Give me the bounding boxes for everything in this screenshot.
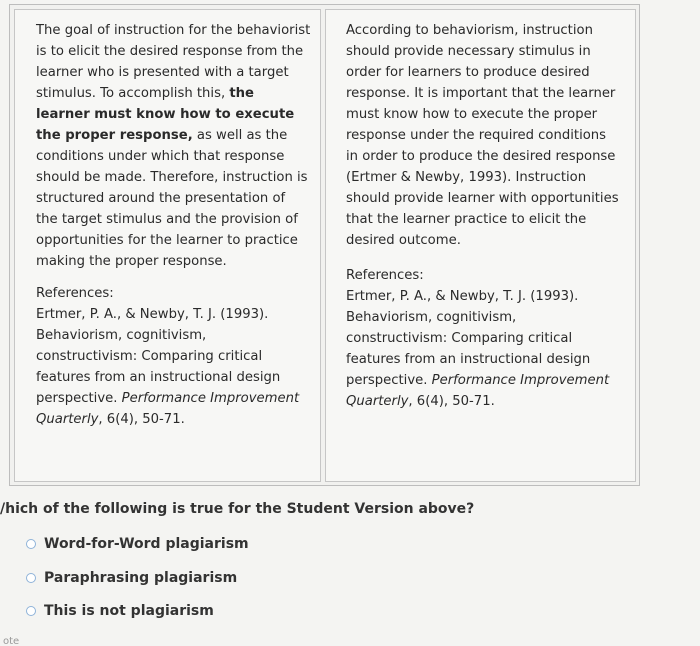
original-references xyxy=(36,283,326,430)
text-segment: perspective. xyxy=(36,391,122,406)
reference-line xyxy=(346,370,638,391)
journal-title: Quarterly xyxy=(346,394,409,409)
option-word-for-word[interactable] xyxy=(26,536,249,552)
text-line: desired outcome. xyxy=(346,233,461,248)
text-line: conditions under which that response xyxy=(36,149,285,164)
text-line xyxy=(36,83,326,104)
text-line: According to behaviorism, instruction xyxy=(346,23,593,38)
text-line: making the proper response. xyxy=(36,254,227,269)
text-line: The goal of instruction for the behaviorist xyxy=(36,23,311,38)
text-segment: , 6(4), 50-71. xyxy=(408,394,495,409)
student-references xyxy=(346,265,638,412)
text-line: opportunities for the learner to practice xyxy=(36,233,298,248)
footer-text-fragment: ote xyxy=(3,636,20,646)
reference-line xyxy=(36,388,326,409)
student-paragraph xyxy=(346,20,638,251)
reference-line xyxy=(36,409,326,430)
text-line: response. It is important that the learner xyxy=(346,86,616,101)
text-line: that the learner practice to elicit the xyxy=(346,212,587,227)
text-line: structured around the presentation of xyxy=(36,191,286,206)
text-line: response under the required conditions xyxy=(346,128,607,143)
student-version-cell xyxy=(325,9,636,482)
text-line: should provide necessary stimulus in xyxy=(346,44,591,59)
radio-button[interactable] xyxy=(26,606,36,616)
reference-line: features from an instructional design xyxy=(346,352,591,367)
reference-line: Behaviorism, cognitivism, xyxy=(36,328,207,343)
text-segment: , 6(4), 50-71. xyxy=(98,412,185,427)
text-line: learner who is presented with a target xyxy=(36,65,289,80)
comparison-table xyxy=(9,4,640,486)
text-segment: stimulus. To accomplish this, xyxy=(36,86,230,101)
option-label: This is not plagiarism xyxy=(44,603,214,619)
option-label: Paraphrasing plagiarism xyxy=(44,570,238,586)
reference-line: Behaviorism, cognitivism, xyxy=(346,310,517,325)
reference-line: Ertmer, P. A., & Newby, T. J. (1993). xyxy=(36,307,269,322)
text-line: in order to produce the desired response xyxy=(346,149,616,164)
bold-text: the xyxy=(229,86,254,101)
original-paragraph xyxy=(36,20,326,272)
reference-line: features from an instructional design xyxy=(36,370,281,385)
reference-line xyxy=(346,391,638,412)
text-line: order for learners to produce desired xyxy=(346,65,590,80)
references-label: References: xyxy=(36,286,114,301)
reference-line: Ertmer, P. A., & Newby, T. J. (1993). xyxy=(346,289,579,304)
references-label: References: xyxy=(346,268,424,283)
option-label: Word-for-Word plagiarism xyxy=(44,536,249,552)
option-paraphrasing[interactable] xyxy=(26,570,237,586)
reference-line: constructivism: Comparing critical xyxy=(36,349,263,364)
text-line: should be made. Therefore, instruction is xyxy=(36,170,308,185)
original-text-cell xyxy=(14,9,321,482)
text-line: must know how to execute the proper xyxy=(346,107,598,122)
text-line: the target stimulus and the provision of xyxy=(36,212,298,227)
journal-title: Performance Improvement xyxy=(431,373,610,388)
bold-text: the proper response, xyxy=(36,128,193,143)
journal-title: Performance Improvement xyxy=(121,391,300,406)
radio-button[interactable] xyxy=(26,573,36,583)
text-segment: as well as the xyxy=(192,128,288,143)
radio-button[interactable] xyxy=(26,539,36,549)
text-segment: perspective. xyxy=(346,373,432,388)
text-line: should provide learner with opportunities xyxy=(346,191,619,206)
reference-line: constructivism: Comparing critical xyxy=(346,331,573,346)
bold-text-line: learner must know how to execute xyxy=(36,107,295,122)
text-line: is to elicit the desired response from the xyxy=(36,44,304,59)
question-text: /hich of the following is true for the Student Version above? xyxy=(0,501,475,517)
text-line: (Ertmer & Newby, 1993). Instruction xyxy=(346,170,587,185)
journal-title: Quarterly xyxy=(36,412,99,427)
option-not-plagiarism[interactable] xyxy=(26,603,214,619)
text-line xyxy=(36,125,326,146)
